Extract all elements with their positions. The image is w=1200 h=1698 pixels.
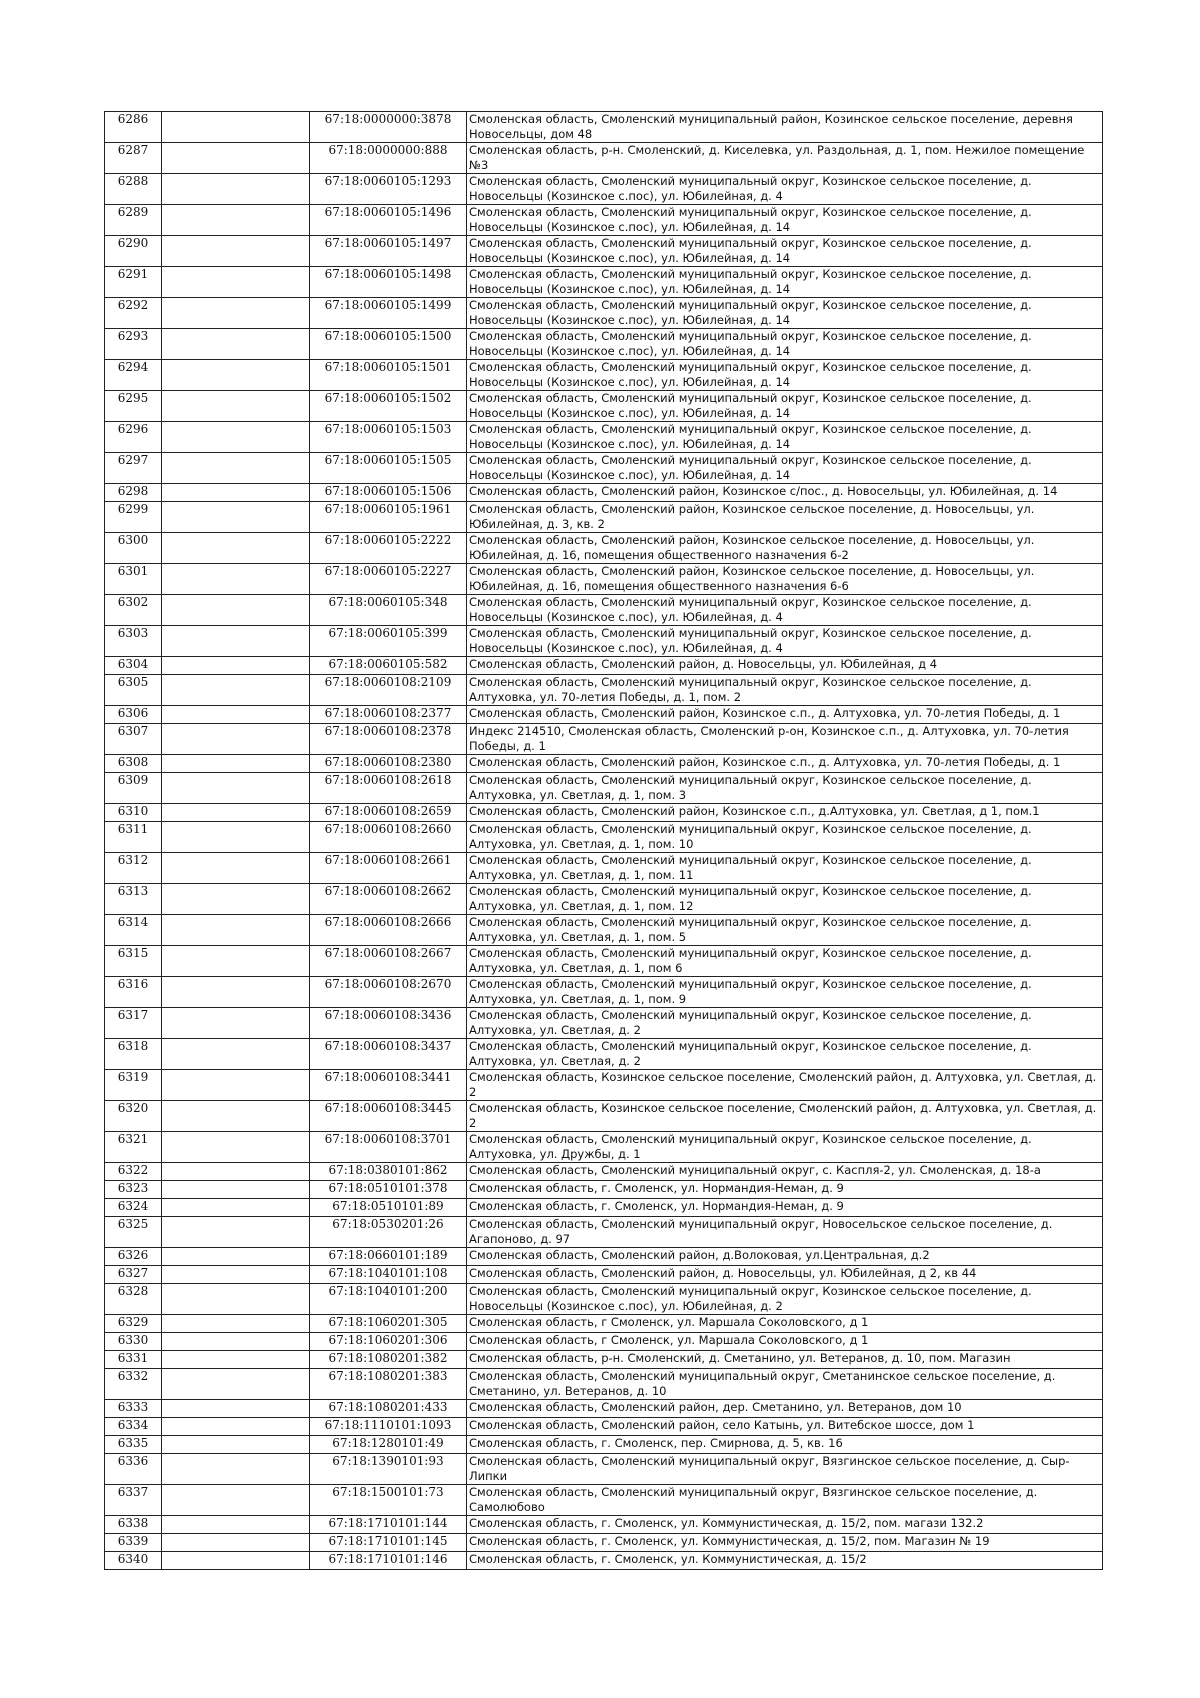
empty-cell [162,595,310,626]
row-number-cell: 6329 [105,1315,162,1333]
table-row [105,1516,1103,1534]
address-cell: Смоленская область, Смоленский муниципальный округ, Козинское сельское поселение, д. Новосельцы (Козинское с.пос), ул. Юбилейная, д. 2 [467,1284,1103,1315]
table-row [105,822,1103,853]
row-number-cell: 6286 [105,112,162,143]
cadastral-number-cell: 67:18:1080201:383 [310,1369,467,1400]
table-row [105,1400,1103,1418]
cadastral-number-cell: 67:18:0060108:3437 [310,1039,467,1070]
cadastral-number-cell: 67:18:0060108:2670 [310,977,467,1008]
table-row [105,205,1103,236]
row-number-cell: 6340 [105,1552,162,1570]
table-row [105,1070,1103,1101]
cadastral-number-cell: 67:18:1080201:382 [310,1351,467,1369]
address-cell: Смоленская область, Смоленский муниципальный округ, Козинское сельское поселение, д. Алтуховка, ул. Светлая, д. 1, пом. 3 [467,773,1103,804]
cadastral-number-cell: 67:18:0660101:189 [310,1248,467,1266]
address-cell: Смоленская область, Смоленский муниципальный округ, Козинское сельское поселение, д. Алтуховка, ул. Светлая, д. 1, пом. 12 [467,884,1103,915]
empty-cell [162,1315,310,1333]
empty-cell [162,773,310,804]
address-cell: Смоленская область, Смоленский муниципальный округ, Новосельское сельское поселение, д. Агапоново, д. 97 [467,1217,1103,1248]
empty-cell [162,174,310,205]
empty-cell [162,1070,310,1101]
row-number-cell: 6317 [105,1008,162,1039]
row-number-cell: 6312 [105,853,162,884]
empty-cell [162,564,310,595]
table-row [105,422,1103,453]
empty-cell [162,1284,310,1315]
cadastral-number-cell: 67:18:0060108:2660 [310,822,467,853]
empty-cell [162,1485,310,1516]
empty-cell [162,422,310,453]
cadastral-number-cell: 67:18:1710101:144 [310,1516,467,1534]
row-number-cell: 6314 [105,915,162,946]
table-row [105,143,1103,174]
address-cell: Смоленская область, Смоленский район, дер. Сметанино, ул. Ветеранов, дом 10 [467,1400,1103,1418]
row-number-cell: 6337 [105,1485,162,1516]
table-row [105,626,1103,657]
table-row [105,595,1103,626]
row-number-cell: 6323 [105,1181,162,1199]
address-cell: Смоленская область, Смоленский муниципальный округ, с. Каспля-2, ул. Смоленская, д. 18-а [467,1163,1103,1181]
address-cell: Смоленская область, Смоленский муниципальный округ, Козинское сельское поселение, д. Новосельцы (Козинское с.пос), ул. Юбилейная, д. 14 [467,298,1103,329]
cadastral-number-cell: 67:18:0060108:3436 [310,1008,467,1039]
cadastral-number-cell: 67:18:0060105:1505 [310,453,467,484]
row-number-cell: 6322 [105,1163,162,1181]
row-number-cell: 6315 [105,946,162,977]
row-number-cell: 6326 [105,1248,162,1266]
row-number-cell: 6336 [105,1454,162,1485]
table-body [105,112,1103,1570]
address-cell: Смоленская область, Смоленский муниципальный район, Козинское сельское поселение, деревня Новосельцы, дом 48 [467,112,1103,143]
row-number-cell: 6304 [105,657,162,675]
empty-cell [162,822,310,853]
empty-cell [162,1217,310,1248]
empty-cell [162,453,310,484]
empty-cell [162,675,310,706]
cadastral-number-cell: 67:18:0060108:2667 [310,946,467,977]
cadastral-number-cell: 67:18:0510101:89 [310,1199,467,1217]
row-number-cell: 6299 [105,502,162,533]
address-cell: Смоленская область, г. Смоленск, ул. Нормандия-Неман, д. 9 [467,1199,1103,1217]
table-row [105,1181,1103,1199]
cadastral-number-cell: 67:18:1390101:93 [310,1454,467,1485]
address-cell: Смоленская область, Смоленский муниципальный округ, Козинское сельское поселение, д. Новосельцы (Козинское с.пос), ул. Юбилейная, д. 4 [467,626,1103,657]
empty-cell [162,236,310,267]
empty-cell [162,1369,310,1400]
address-cell: Смоленская область, Козинское сельское поселение, Смоленский район, д. Алтуховка, ул. Светлая, д. 2 [467,1101,1103,1132]
empty-cell [162,533,310,564]
row-number-cell: 6294 [105,360,162,391]
empty-cell [162,977,310,1008]
empty-cell [162,1454,310,1485]
empty-cell [162,755,310,773]
address-cell: Смоленская область, Смоленский муниципальный округ, Козинское сельское поселение, д. Новосельцы (Козинское с.пос), ул. Юбилейная, д. 14 [467,267,1103,298]
address-cell: Смоленская область, Смоленский муниципальный округ, Козинское сельское поселение, д. Новосельцы (Козинское с.пос), ул. Юбилейная, д. 14 [467,205,1103,236]
row-number-cell: 6307 [105,724,162,755]
address-cell: Смоленская область, Смоленский муниципальный округ, Козинское сельское поселение, д. Алтуховка, ул. Светлая, д. 1, пом. 11 [467,853,1103,884]
table-row [105,675,1103,706]
cadastral-number-cell: 67:18:0000000:888 [310,143,467,174]
cadastral-number-cell: 67:18:0060108:2662 [310,884,467,915]
empty-cell [162,391,310,422]
table-row [105,267,1103,298]
table-row [105,853,1103,884]
row-number-cell: 6339 [105,1534,162,1552]
address-cell: Смоленская область, Смоленский район, Козинское с.п., д.Алтуховка, ул. Светлая, д 1, пом.1 [467,804,1103,822]
empty-cell [162,329,310,360]
empty-cell [162,1351,310,1369]
empty-cell [162,1199,310,1217]
address-cell: Смоленская область, Смоленский муниципальный округ, Вязгинское сельское поселение, д. Сыр-Липки [467,1454,1103,1485]
cadastral-number-cell: 67:18:0060105:582 [310,657,467,675]
row-number-cell: 6287 [105,143,162,174]
address-cell: Смоленская область, Смоленский муниципальный округ, Козинское сельское поселение, д. Алтуховка, ул. 70-летия Победы, д. 1, пом. 2 [467,675,1103,706]
empty-cell [162,298,310,329]
cadastral-number-cell: 67:18:0060105:1498 [310,267,467,298]
row-number-cell: 6333 [105,1400,162,1418]
cadastral-number-cell: 67:18:1060201:305 [310,1315,467,1333]
cadastral-number-cell: 67:18:0060105:1502 [310,391,467,422]
address-cell: Смоленская область, Смоленский район, Козинское с.п., д. Алтуховка, ул. 70-летия Победы, д. 1 [467,706,1103,724]
empty-cell [162,1552,310,1570]
cadastral-number-cell: 67:18:0060105:1500 [310,329,467,360]
row-number-cell: 6309 [105,773,162,804]
empty-cell [162,1132,310,1163]
table-row [105,915,1103,946]
table-row [105,1008,1103,1039]
address-cell: Смоленская область, г Смоленск, ул. Маршала Соколовского, д 1 [467,1315,1103,1333]
table-row [105,1101,1103,1132]
empty-cell [162,1248,310,1266]
cadastral-number-cell: 67:18:1040101:108 [310,1266,467,1284]
cadastral-number-cell: 67:18:0060108:3441 [310,1070,467,1101]
table-row [105,391,1103,422]
table-row [105,502,1103,533]
empty-cell [162,267,310,298]
cadastral-number-cell: 67:18:0060105:2227 [310,564,467,595]
address-cell: Смоленская область, Смоленский муниципальный округ, Козинское сельское поселение, д. Новосельцы (Козинское с.пос), ул. Юбилейная, д. 14 [467,329,1103,360]
address-cell: Смоленская область, Смоленский район, село Катынь, ул. Витебское шоссе, дом 1 [467,1418,1103,1436]
empty-cell [162,915,310,946]
address-cell: Смоленская область, г. Смоленск, ул. Коммунистическая, д. 15/2, пом. магази 132.2 [467,1516,1103,1534]
table-row [105,1039,1103,1070]
empty-cell [162,1418,310,1436]
table-row [105,773,1103,804]
empty-cell [162,1516,310,1534]
row-number-cell: 6297 [105,453,162,484]
cadastral-number-cell: 67:18:0530201:26 [310,1217,467,1248]
cadastral-number-cell: 67:18:0060105:1501 [310,360,467,391]
table-row [105,236,1103,267]
empty-cell [162,626,310,657]
address-cell: Смоленская область, Смоленский муниципальный округ, Козинское сельское поселение, д. Новосельцы (Козинское с.пос), ул. Юбилейная, д. 4 [467,174,1103,205]
cadastral-number-cell: 67:18:0060105:1496 [310,205,467,236]
table-row [105,360,1103,391]
address-cell: Смоленская область, Смоленский муниципальный округ, Козинское сельское поселение, д. Алтуховка, ул. Дружбы, д. 1 [467,1132,1103,1163]
table-row [105,329,1103,360]
empty-cell [162,1534,310,1552]
cadastral-number-cell: 67:18:0380101:862 [310,1163,467,1181]
cadastral-number-cell: 67:18:0060105:1503 [310,422,467,453]
row-number-cell: 6303 [105,626,162,657]
table-row [105,1248,1103,1266]
address-cell: Смоленская область, Смоленский муниципальный округ, Козинское сельское поселение, д. Новосельцы (Козинское с.пос), ул. Юбилейная, д. 14 [467,236,1103,267]
cadastral-number-cell: 67:18:0060105:1506 [310,484,467,502]
row-number-cell: 6338 [105,1516,162,1534]
table-row [105,1132,1103,1163]
empty-cell [162,360,310,391]
table-row [105,657,1103,675]
address-cell: Смоленская область, Смоленский муниципальный округ, Вязгинское сельское поселение, д. Самолюбово [467,1485,1103,1516]
table-row [105,453,1103,484]
table-row [105,1418,1103,1436]
table-row [105,946,1103,977]
address-cell: Индекс 214510, Смоленская область, Смоленский р-он, Козинское с.п., д. Алтуховка, ул. 70-летия Победы, д. 1 [467,724,1103,755]
empty-cell [162,706,310,724]
cadastral-number-cell: 67:18:0510101:378 [310,1181,467,1199]
row-number-cell: 6319 [105,1070,162,1101]
table-row [105,112,1103,143]
row-number-cell: 6296 [105,422,162,453]
row-number-cell: 6331 [105,1351,162,1369]
cadastral-number-cell: 67:18:0060108:2380 [310,755,467,773]
cadastral-number-cell: 67:18:0060108:2378 [310,724,467,755]
table-row [105,1315,1103,1333]
cadastral-number-cell: 67:18:0060108:2109 [310,675,467,706]
cadastral-number-cell: 67:18:0060105:399 [310,626,467,657]
address-cell: Смоленская область, р-н. Смоленский, д. Киселевка, ул. Раздольная, д. 1, пом. Нежилое помещение №3 [467,143,1103,174]
address-cell: Смоленская область, Смоленский муниципальный округ, Козинское сельское поселение, д. Новосельцы (Козинское с.пос), ул. Юбилейная, д. 14 [467,391,1103,422]
empty-cell [162,1008,310,1039]
row-number-cell: 6332 [105,1369,162,1400]
property-register-table [104,111,1103,1570]
empty-cell [162,804,310,822]
address-cell: Смоленская область, г. Смоленск, пер. Смирнова, д. 5, кв. 16 [467,1436,1103,1454]
address-cell: Смоленская область, Смоленский район, д. Новосельцы, ул. Юбилейная, д 4 [467,657,1103,675]
table-row [105,174,1103,205]
table-row [105,1333,1103,1351]
address-cell: Смоленская область, г. Смоленск, ул. Коммунистическая, д. 15/2 [467,1552,1103,1570]
empty-cell [162,1039,310,1070]
empty-cell [162,1333,310,1351]
cadastral-number-cell: 67:18:1710101:145 [310,1534,467,1552]
row-number-cell: 6292 [105,298,162,329]
row-number-cell: 6289 [105,205,162,236]
cadastral-number-cell: 67:18:1280101:49 [310,1436,467,1454]
table-row [105,1284,1103,1315]
cadastral-number-cell: 67:18:1040101:200 [310,1284,467,1315]
row-number-cell: 6324 [105,1199,162,1217]
table-row [105,755,1103,773]
table-row [105,1266,1103,1284]
empty-cell [162,1101,310,1132]
address-cell: Смоленская область, г. Смоленск, ул. Нормандия-Неман, д. 9 [467,1181,1103,1199]
row-number-cell: 6311 [105,822,162,853]
row-number-cell: 6321 [105,1132,162,1163]
cadastral-number-cell: 67:18:0060108:2618 [310,773,467,804]
table-row [105,706,1103,724]
cadastral-number-cell: 67:18:0060108:3701 [310,1132,467,1163]
row-number-cell: 6318 [105,1039,162,1070]
row-number-cell: 6313 [105,884,162,915]
row-number-cell: 6291 [105,267,162,298]
empty-cell [162,946,310,977]
address-cell: Смоленская область, Смоленский муниципальный округ, Козинское сельское поселение, д. Алтуховка, ул. Светлая, д. 2 [467,1008,1103,1039]
row-number-cell: 6302 [105,595,162,626]
empty-cell [162,502,310,533]
row-number-cell: 6330 [105,1333,162,1351]
table-row [105,1485,1103,1516]
address-cell: Смоленская область, Смоленский район, Козинское сельское поселение, д. Новосельцы, ул. Юбилейная, д. 16, помещения общественного назначения 6-6 [467,564,1103,595]
cadastral-number-cell: 67:18:0060108:2377 [310,706,467,724]
cadastral-number-cell: 67:18:0060108:2659 [310,804,467,822]
table-row [105,1369,1103,1400]
address-cell: Смоленская область, Смоленский район, Козинское с.п., д. Алтуховка, ул. 70-летия Победы, д. 1 [467,755,1103,773]
row-number-cell: 6327 [105,1266,162,1284]
empty-cell [162,1436,310,1454]
row-number-cell: 6320 [105,1101,162,1132]
address-cell: Смоленская область, Смоленский район, Козинское с/пос., д. Новосельцы, ул. Юбилейная, д. 14 [467,484,1103,502]
table-row [105,977,1103,1008]
address-cell: Смоленская область, Смоленский муниципальный округ, Козинское сельское поселение, д. Новосельцы (Козинское с.пос), ул. Юбилейная, д. 14 [467,422,1103,453]
address-cell: Смоленская область, Смоленский муниципальный округ, Козинское сельское поселение, д. Алтуховка, ул. Светлая, д. 1, пом. 5 [467,915,1103,946]
cadastral-number-cell: 67:18:0060105:348 [310,595,467,626]
empty-cell [162,657,310,675]
cadastral-number-cell: 67:18:0060108:3445 [310,1101,467,1132]
row-number-cell: 6298 [105,484,162,502]
row-number-cell: 6305 [105,675,162,706]
empty-cell [162,1163,310,1181]
address-cell: Смоленская область, г. Смоленск, ул. Коммунистическая, д. 15/2, пом. Магазин № 19 [467,1534,1103,1552]
empty-cell [162,484,310,502]
row-number-cell: 6316 [105,977,162,1008]
table-row [105,1534,1103,1552]
address-cell: Смоленская область, Смоленский муниципальный округ, Козинское сельское поселение, д. Алтуховка, ул. Светлая, д. 1, пом. 10 [467,822,1103,853]
address-cell: Смоленская область, Смоленский муниципальный округ, Козинское сельское поселение, д. Алтуховка, ул. Светлая, д. 2 [467,1039,1103,1070]
empty-cell [162,143,310,174]
table-row [105,1217,1103,1248]
empty-cell [162,112,310,143]
cadastral-number-cell: 67:18:1710101:146 [310,1552,467,1570]
cadastral-number-cell: 67:18:0060105:1497 [310,236,467,267]
cadastral-number-cell: 67:18:0060105:1961 [310,502,467,533]
address-cell: Смоленская область, Смоленский муниципальный округ, Козинское сельское поселение, д. Алтуховка, ул. Светлая, д. 1, пом. 9 [467,977,1103,1008]
cadastral-number-cell: 67:18:1110101:1093 [310,1418,467,1436]
cadastral-number-cell: 67:18:0060105:1499 [310,298,467,329]
address-cell: Смоленская область, Смоленский район, д. Новосельцы, ул. Юбилейная, д 2, кв 44 [467,1266,1103,1284]
table-row [105,804,1103,822]
table-row [105,724,1103,755]
table-row [105,564,1103,595]
empty-cell [162,1400,310,1418]
address-cell: Смоленская область, Смоленский муниципальный округ, Козинское сельское поселение, д. Новосельцы (Козинское с.пос), ул. Юбилейная, д. 4 [467,595,1103,626]
row-number-cell: 6295 [105,391,162,422]
row-number-cell: 6290 [105,236,162,267]
row-number-cell: 6335 [105,1436,162,1454]
table-row [105,533,1103,564]
row-number-cell: 6288 [105,174,162,205]
row-number-cell: 6328 [105,1284,162,1315]
table-row [105,1199,1103,1217]
row-number-cell: 6334 [105,1418,162,1436]
table-row [105,1351,1103,1369]
row-number-cell: 6300 [105,533,162,564]
table-row [105,1163,1103,1181]
row-number-cell: 6301 [105,564,162,595]
empty-cell [162,205,310,236]
cadastral-number-cell: 67:18:0000000:3878 [310,112,467,143]
row-number-cell: 6308 [105,755,162,773]
address-cell: Смоленская область, Смоленский муниципальный округ, Козинское сельское поселение, д. Новосельцы (Козинское с.пос), ул. Юбилейная, д. 14 [467,360,1103,391]
cadastral-number-cell: 67:18:0060108:2666 [310,915,467,946]
cadastral-number-cell: 67:18:0060105:1293 [310,174,467,205]
row-number-cell: 6310 [105,804,162,822]
address-cell: Смоленская область, Козинское сельское поселение, Смоленский район, д. Алтуховка, ул. Светлая, д. 2 [467,1070,1103,1101]
table-row [105,298,1103,329]
cadastral-number-cell: 67:18:1500101:73 [310,1485,467,1516]
table-row [105,1552,1103,1570]
address-cell: Смоленская область, Смоленский район, д.Волоковая, ул.Центральная, д.2 [467,1248,1103,1266]
address-cell: Смоленская область, Смоленский муниципальный округ, Козинское сельское поселение, д. Новосельцы (Козинское с.пос), ул. Юбилейная, д. 14 [467,453,1103,484]
table-row [105,1436,1103,1454]
address-cell: Смоленская область, Смоленский район, Козинское сельское поселение, д. Новосельцы, ул. Юбилейная, д. 16, помещения общественного назначения 6-2 [467,533,1103,564]
row-number-cell: 6306 [105,706,162,724]
address-cell: Смоленская область, Смоленский муниципальный округ, Сметанинское сельское поселение, д. Сметанино, ул. Ветеранов, д. 10 [467,1369,1103,1400]
cadastral-number-cell: 67:18:1060201:306 [310,1333,467,1351]
empty-cell [162,884,310,915]
table-row [105,484,1103,502]
address-cell: Смоленская область, Смоленский район, Козинское сельское поселение, д. Новосельцы, ул. Юбилейная, д. 3, кв. 2 [467,502,1103,533]
empty-cell [162,853,310,884]
row-number-cell: 6293 [105,329,162,360]
cadastral-number-cell: 67:18:0060105:2222 [310,533,467,564]
cadastral-number-cell: 67:18:0060108:2661 [310,853,467,884]
row-number-cell: 6325 [105,1217,162,1248]
table-row [105,884,1103,915]
empty-cell [162,1266,310,1284]
address-cell: Смоленская область, р-н. Смоленский, д. Сметанино, ул. Ветеранов, д. 10, пом. Магазин [467,1351,1103,1369]
empty-cell [162,1181,310,1199]
cadastral-number-cell: 67:18:1080201:433 [310,1400,467,1418]
address-cell: Смоленская область, Смоленский муниципальный округ, Козинское сельское поселение, д. Алтуховка, ул. Светлая, д. 1, пом 6 [467,946,1103,977]
empty-cell [162,724,310,755]
table-row [105,1454,1103,1485]
address-cell: Смоленская область, г Смоленск, ул. Маршала Соколовского, д 1 [467,1333,1103,1351]
